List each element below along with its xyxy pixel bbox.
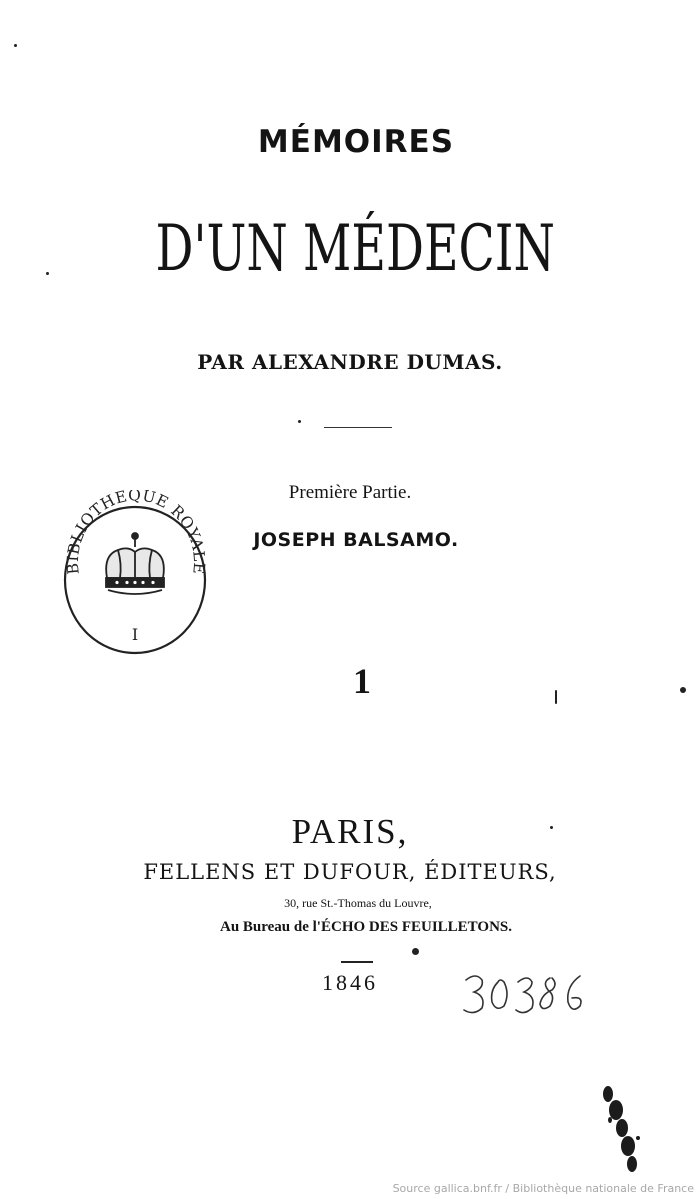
crown-icon: [106, 533, 164, 594]
bureau-line: Au Bureau de l'ÉCHO DES FEUILLETONS.: [219, 919, 513, 935]
stamp-text: BIBLIOTHEQUE ROYALE: [63, 490, 209, 576]
ink-speck: [550, 826, 553, 829]
ink-blot: [588, 1080, 648, 1180]
publisher: FELLENS ET DUFOUR, ÉDITEURS,: [143, 860, 557, 884]
address: 30, rue St.-Thomas du Louvre,: [284, 896, 432, 910]
ink-speck: [14, 44, 17, 47]
title-main: D'UN MÉDECIN: [155, 212, 555, 286]
source-credit: Source gallica.bnf.fr / Bibliothèque nationale de France: [392, 1182, 694, 1195]
city: PARIS,: [291, 812, 409, 851]
part-line: Première Partie.: [288, 482, 412, 503]
ink-speck: [46, 272, 49, 275]
ink-speck: [298, 420, 301, 423]
ink-mark: [555, 690, 557, 704]
author-line: PAR ALEXANDRE DUMAS.: [197, 350, 503, 374]
handwritten-number: [460, 968, 590, 1020]
divider-rule: [324, 427, 392, 428]
library-stamp: [60, 490, 210, 655]
ink-speck: [412, 948, 419, 955]
year-rule: [341, 961, 373, 963]
year: 1846: [322, 970, 378, 995]
volume-number: 1: [353, 661, 371, 701]
subtitle: JOSEPH BALSAMO.: [253, 529, 459, 551]
title-top: MÉMOIRES: [257, 124, 455, 160]
ink-speck: [680, 687, 686, 693]
stamp-numeral: I: [131, 625, 139, 644]
